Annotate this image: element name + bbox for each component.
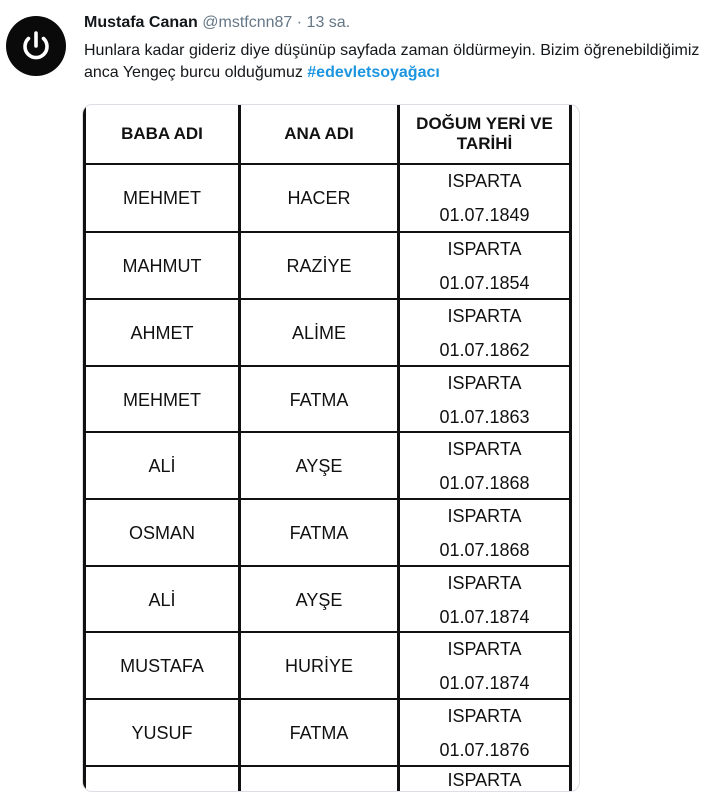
- tweet-body: Hunlara kadar gideriz diye düşünüp sayfada zaman öldürmeyin. Bizim öğrenebildiğimiz anca Yengeç burcu olduğumuz: [84, 42, 700, 81]
- mother-name: FATMA: [289, 389, 349, 410]
- table-row: [83, 500, 571, 566]
- birth-cell: [400, 567, 569, 633]
- table-row: [83, 633, 571, 699]
- header-father-name: BABA ADI: [121, 124, 203, 143]
- mother-name: [241, 767, 397, 792]
- father-name: MEHMET: [123, 389, 201, 410]
- tweet-header: [84, 12, 350, 34]
- power-icon: [6, 16, 66, 76]
- birth-cell: [400, 367, 569, 433]
- genealogy-table: [83, 105, 579, 791]
- birth-cell: [400, 300, 569, 366]
- mother-name: HACER: [287, 187, 351, 208]
- table-row: [83, 233, 571, 299]
- birth-place: ISPARTA: [447, 439, 522, 459]
- mother-name: RAZİYE: [286, 255, 352, 276]
- table-row: [83, 367, 571, 433]
- header-birth-place-date: DOĞUM YERİ VE TARİHİ: [416, 114, 553, 153]
- table-row: [83, 165, 571, 231]
- mother-name: FATMA: [289, 722, 349, 743]
- mother-name: ALİME: [291, 322, 347, 343]
- birth-cell: [400, 500, 569, 566]
- table-row: [83, 567, 571, 633]
- table-row: [83, 767, 571, 792]
- father-name: AHMET: [130, 322, 194, 343]
- birth-place: ISPARTA: [447, 373, 522, 393]
- birth-cell: [400, 700, 569, 766]
- birth-date: 01.07.1874: [439, 607, 530, 627]
- father-name: ALİ: [148, 589, 176, 610]
- hashtag-link[interactable]: #edevletsoyağacı: [307, 64, 440, 81]
- father-name: YUSUF: [131, 722, 193, 743]
- father-name: MUSTAFA: [120, 655, 204, 676]
- birth-date: 01.07.1854: [439, 273, 530, 293]
- mother-name: HURİYE: [284, 655, 353, 676]
- birth-place: ISPARTA: [447, 239, 522, 259]
- birth-place: ISPARTA: [447, 573, 522, 593]
- birth-cell: [400, 233, 569, 299]
- birth-place: ISPARTA: [447, 770, 522, 790]
- birth-cell: [400, 433, 569, 499]
- father-name: MAHMUT: [122, 255, 202, 276]
- birth-date: 01.07.1876: [439, 740, 530, 760]
- tweet-media-image[interactable]: [82, 104, 580, 792]
- birth-place: ISPARTA: [447, 639, 522, 659]
- avatar[interactable]: [6, 16, 66, 76]
- tweet-text: [84, 40, 714, 84]
- mother-name: FATMA: [289, 522, 349, 543]
- birth-date: 01.07.1868: [439, 540, 530, 560]
- father-name: [86, 767, 238, 792]
- birth-place: ISPARTA: [447, 171, 522, 191]
- separator: ·: [296, 14, 303, 31]
- father-name: ALİ: [148, 455, 176, 476]
- birth-date: 01.07.1849: [439, 205, 530, 225]
- birth-cell: [400, 165, 569, 231]
- birth-place: ISPARTA: [447, 706, 522, 726]
- birth-date: 01.07.1868: [439, 473, 530, 493]
- author-handle[interactable]: @mstfcnn87: [202, 14, 293, 31]
- mother-name: AYŞE: [295, 589, 343, 610]
- birth-cell: [400, 767, 569, 792]
- table-row: [83, 300, 571, 366]
- father-name: OSMAN: [128, 522, 195, 543]
- mother-name: AYŞE: [295, 455, 343, 476]
- birth-date: 01.07.1862: [439, 340, 530, 360]
- birth-place: ISPARTA: [447, 506, 522, 526]
- author-name[interactable]: Mustafa Canan: [84, 14, 198, 31]
- birth-date: 01.07.1874: [439, 673, 530, 693]
- header-mother-name: ANA ADI: [284, 124, 354, 143]
- table-row: [83, 433, 571, 499]
- birth-date: 01.07.1863: [439, 407, 530, 427]
- tweet-time[interactable]: 13 sa.: [306, 14, 351, 31]
- birth-cell: [400, 633, 569, 699]
- table-row: [83, 700, 571, 766]
- birth-place: ISPARTA: [447, 306, 522, 326]
- father-name: MEHMET: [123, 187, 201, 208]
